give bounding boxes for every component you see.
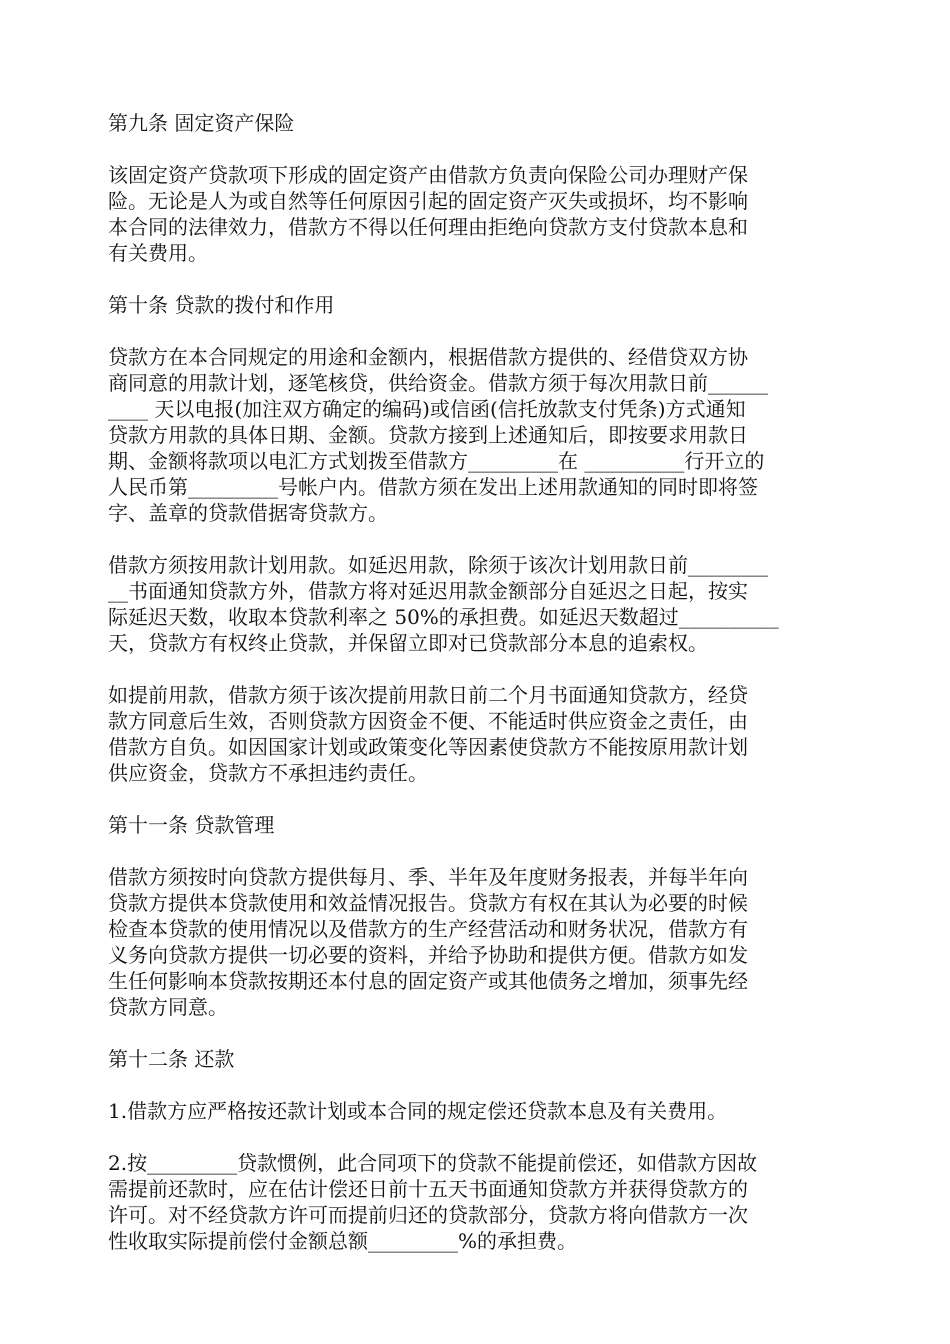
text-line: 义务向贷款方提供一切必要的资料，并给予协助和提供方便。借款方如发 [108,943,748,967]
article-9-heading: 第九条 固定资产保险 [108,111,295,135]
text-line: 贷款方用款的具体日期、金额。贷款方接到上述通知后，即按要求用款日 [108,423,748,447]
document-page [108,110,844,1280]
text-line: 借款方须按用款计划用款。如延迟用款，除须于该次计划用款日前________ [108,553,768,577]
article-11-paragraph [108,864,844,1020]
text-line: 许可。对不经贷款方许可而提前归还的贷款部分，贷款方将向借款方一次 [108,1203,748,1227]
article-12-heading: 第十二条 还款 [108,1047,235,1071]
text-line: 贷款方同意。 [108,995,228,1019]
text-line: 人民币第_________号帐户内。借款方须在发出上述用款通知的同时即将签 [108,475,758,499]
text-line: 借款方自负。如因国家计划或政策变化等因素使贷款方不能按原用款计划 [108,735,748,759]
text-line: 商同意的用款计划，逐笔核贷，供给资金。借款方须于每次用款日前______ [108,371,768,395]
text-line: 有关费用。 [108,241,208,265]
text-line: 字、盖章的贷款借据寄贷款方。 [108,501,388,525]
text-line: __书面通知贷款方外，借款方将对延迟用款金额部分自延迟之日起，按实 [108,579,748,603]
text-line: 期、金额将款项以电汇方式划拨至借款方_________在 __________行开立的 [108,449,765,473]
text-line: 1.借款方应严格按还款计划或本合同的规定偿还贷款本息及有关费用。 [108,1099,728,1123]
text-line: 性收取实际提前偿付金额总额_________%的承担费。 [108,1229,578,1253]
text-line: ____ 天以电报(加注双方确定的编码)或信函(信托放款支付凭条)方式通知 [108,397,746,421]
article-10-paragraph-2 [108,552,844,656]
text-line: 款方同意后生效，否则贷款方因资金不便、不能适时供应资金之责任，由 [108,709,748,733]
article-12-clause-1 [108,1098,844,1124]
text-line: 借款方须按时向贷款方提供每月、季、半年及年度财务报表，并每半年向 [108,865,748,889]
text-line: 供应资金，贷款方不承担违约责任。 [108,761,428,785]
text-line: 际延迟天数，收取本贷款利率之 50%的承担费。如延迟天数超过__________ [108,605,779,629]
article-9-paragraph [108,162,844,266]
text-line: 贷款方在本合同规定的用途和金额内，根据借款方提供的、经借贷双方协 [108,345,748,369]
text-line: 该固定资产贷款项下形成的固定资产由借款方负责向保险公司办理财产保 [108,163,748,187]
article-11-heading: 第十一条 贷款管理 [108,813,275,837]
text-line: 本合同的法律效力，借款方不得以任何理由拒绝向贷款方支付贷款本息和 [108,215,748,239]
article-10-paragraph-3 [108,682,844,786]
text-line: 贷款方提供本贷款使用和效益情况报告。贷款方有权在其认为必要的时候 [108,891,748,915]
text-line: 检查本贷款的使用情况以及借款方的生产经营活动和财务状况，借款方有 [108,917,748,941]
text-line: 天，贷款方有权终止贷款，并保留立即对已贷款部分本息的追索权。 [108,631,708,655]
article-10-heading: 第十条 贷款的拨付和作用 [108,293,335,317]
text-line: 2.按_________贷款惯例，此合同项下的贷款不能提前偿还，如借款方因故 [108,1151,758,1175]
text-line: 需提前还款时，应在估计偿还日前十五天书面通知贷款方并获得贷款方的 [108,1177,748,1201]
text-line: 险。无论是人为或自然等任何原因引起的固定资产灭失或损坏，均不影响 [108,189,748,213]
text-line: 生任何影响本贷款按期还本付息的固定资产或其他债务之增加，须事先经 [108,969,748,993]
article-12-clause-2 [108,1150,844,1254]
article-10-paragraph-1 [108,344,844,526]
text-line: 如提前用款，借款方须于该次提前用款日前二个月书面通知贷款方，经贷 [108,683,748,707]
